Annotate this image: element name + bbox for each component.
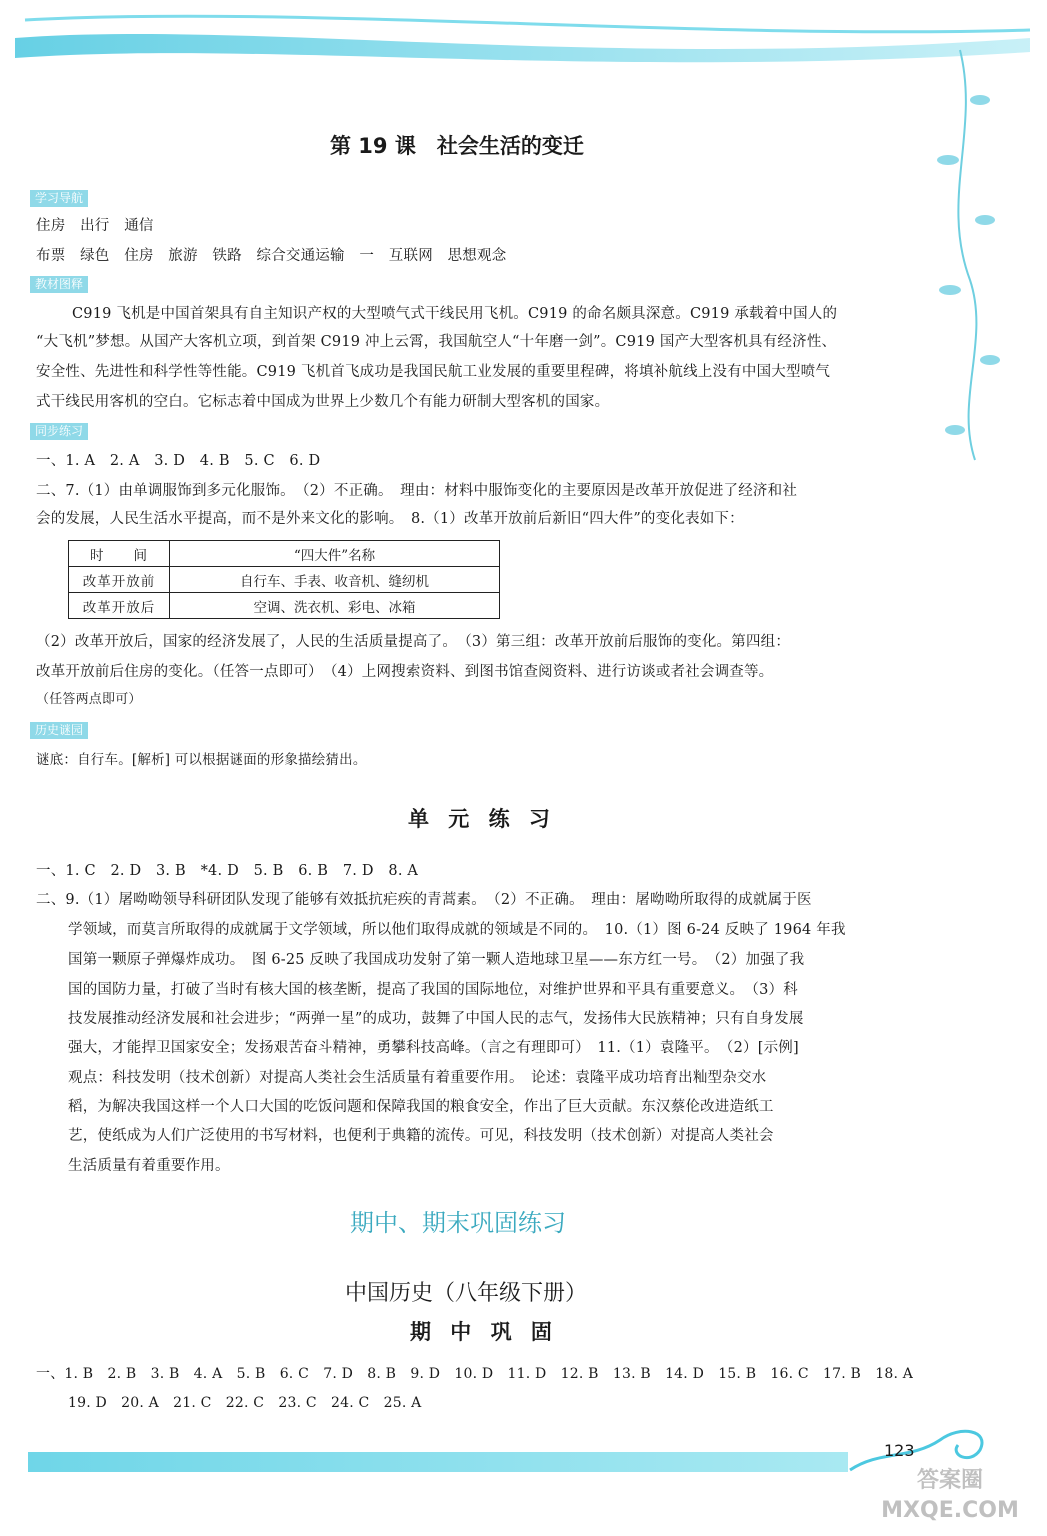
table-cell: 空调、洗衣机、彩电、冰箱 bbox=[170, 593, 500, 619]
table-header-row bbox=[69, 541, 500, 567]
unit-line-5: 国的国防力量，打破了当时有核大国的核垄断，提高了我国的国际地位，对维护世界和平具有重要意义。 （3）科 bbox=[68, 982, 798, 998]
textbook-line-3: 安全性、先进性和科学性等性能。C919 飞机首飞成功是我国民航工业发展的重要里程碑，将填补航线上没有中国大型喷气 bbox=[36, 364, 831, 380]
textbook-line-2: “大飞机”梦想。从国产大客机立项，到首架 C919 冲上云霄，我国航空人“十年磨一剑”。C919 国产大型客机具有经济性、 bbox=[36, 334, 837, 350]
practice-line-1: 一、1. A 2. A 3. D 4. B 5. C 6. D bbox=[36, 453, 321, 469]
unit-line-7: 强大，才能捍卫国家安全；发扬艰苦奋斗精神，勇攀科技高峰。（言之有理即可） 11.（1）袁隆平。 （2）[示例] bbox=[68, 1040, 799, 1056]
midterm-title: 期 中 巩 固 bbox=[410, 1320, 558, 1344]
section-tag-practice: 同步练习 bbox=[30, 423, 88, 440]
table-row bbox=[69, 593, 500, 619]
lesson-title: 第 19 课 社会生活的变迁 bbox=[330, 134, 584, 158]
practice-after-line-1: （2）改革开放后，国家的经济发展了，人民的生活质量提高了。 （3）第三组：改革开放前后服饰的变化。第四组： bbox=[36, 634, 791, 650]
vine-decoration bbox=[900, 40, 1047, 470]
four-items-table bbox=[68, 540, 500, 619]
unit-line-1: 一、1. C 2. D 3. B *4. D 5. B 6. B 7. D 8. A bbox=[36, 863, 419, 879]
midterm-line-2: 19. D 20. A 21. C 22. C 23. C 24. C 25. A bbox=[68, 1395, 422, 1411]
practice-after-line-3: （任答两点即可） bbox=[36, 692, 142, 707]
unit-line-6: 技发展推动经济发展和社会进步；“两弹一星”的成功，鼓舞了中国人民的志气，发扬伟大民族精神；只有自身发展 bbox=[68, 1011, 804, 1027]
section-tag-guide: 学习导航 bbox=[30, 190, 88, 207]
watermark: 答案圈 MXQE.COM bbox=[881, 1468, 1019, 1523]
unit-line-4: 国第一颗原子弹爆炸成功。 图 6-25 反映了我国成功发射了第一颗人造地球卫星——东方红一号。 （2）加强了我 bbox=[68, 952, 805, 968]
unit-line-11: 生活质量有着重要作用。 bbox=[68, 1158, 230, 1174]
table-header-cell: 时 间 bbox=[69, 541, 170, 567]
page-number: 123 bbox=[884, 1441, 915, 1460]
part-title: 期中、期末巩固练习 bbox=[350, 1209, 566, 1237]
table-row bbox=[69, 567, 500, 593]
unit-line-2: 二、9.（1）屠呦呦领导科研团队发现了能够有效抵抗疟疾的青蒿素。 （2）不正确。 理由：屠呦呦所取得的成就属于医 bbox=[36, 892, 812, 908]
midterm-line-1: 一、1. B 2. B 3. B 4. A 5. B 6. C 7. D 8. B 9. D 10. D 11. D 12. B 13. B 14. D 15. B 16. C 17. B 18. A bbox=[36, 1366, 914, 1382]
footer-bar bbox=[28, 1452, 848, 1472]
guide-line-1: 住房 出行 通信 bbox=[36, 218, 154, 234]
table-cell: 改革开放后 bbox=[69, 593, 170, 619]
header-ribbon bbox=[0, 0, 1047, 90]
book-title: 中国历史（八年级下册） bbox=[345, 1280, 588, 1305]
riddle-line: 谜底：自行车。[解析] 可以根据谜面的形象描绘猜出。 bbox=[36, 752, 367, 768]
unit-line-3: 学领域，而莫言所取得的成就属于文学领域，所以他们取得成就的领域是不同的。 10.（1）图 6-24 反映了 1964 年我 bbox=[68, 922, 846, 938]
unit-line-10: 艺，使纸成为人们广泛使用的书写材料，也便利于典籍的流传。可见，科技发明（技术创新）对提高人类社会 bbox=[68, 1128, 774, 1144]
practice-line-3: 会的发展，人民生活水平提高，而不是外来文化的影响。 8.（1）改革开放前后新旧“四大件”的变化表如下： bbox=[36, 511, 744, 527]
guide-line-2: 布票 绿色 住房 旅游 铁路 综合交通运输 一 互联网 思想观念 bbox=[36, 248, 507, 264]
practice-after-line-2: 改革开放前后住房的变化。（任答一点即可） （4）上网搜索资料、到图书馆查阅资料、进行访谈或者社会调查等。 bbox=[36, 664, 774, 680]
unit-line-8: 观点：科技发明（技术创新）对提高人类社会生活质量有着重要作用。 论述：袁隆平成功培育出籼型杂交水 bbox=[68, 1070, 767, 1086]
textbook-line-4: 式干线民用客机的空白。它标志着中国成为世界上少数几个有能力研制大型客机的国家。 bbox=[36, 394, 610, 410]
table-cell: 自行车、手表、收音机、缝纫机 bbox=[170, 567, 500, 593]
table-header-cell: “四大件”名称 bbox=[170, 541, 500, 567]
section-tag-riddle: 历史谜园 bbox=[30, 722, 88, 739]
unit-line-9: 稻，为解决我国这样一个人口大国的吃饭问题和保障我国的粮食安全，作出了巨大贡献。东汉蔡伦改进造纸工 bbox=[68, 1099, 774, 1115]
textbook-line-1: C919 飞机是中国首架具有自主知识产权的大型喷气式干线民用飞机。C919 的命名颇具深意。C919 承载着中国人的 bbox=[72, 306, 838, 322]
practice-line-2: 二、7.（1）由单调服饰到多元化服饰。 （2）不正确。 理由：材料中服饰变化的主要原因是改革开放促进了经济和社 bbox=[36, 483, 798, 499]
table-cell: 改革开放前 bbox=[69, 567, 170, 593]
unit-title: 单 元 练 习 bbox=[408, 807, 556, 831]
section-tag-textbook: 教材图释 bbox=[30, 276, 88, 293]
